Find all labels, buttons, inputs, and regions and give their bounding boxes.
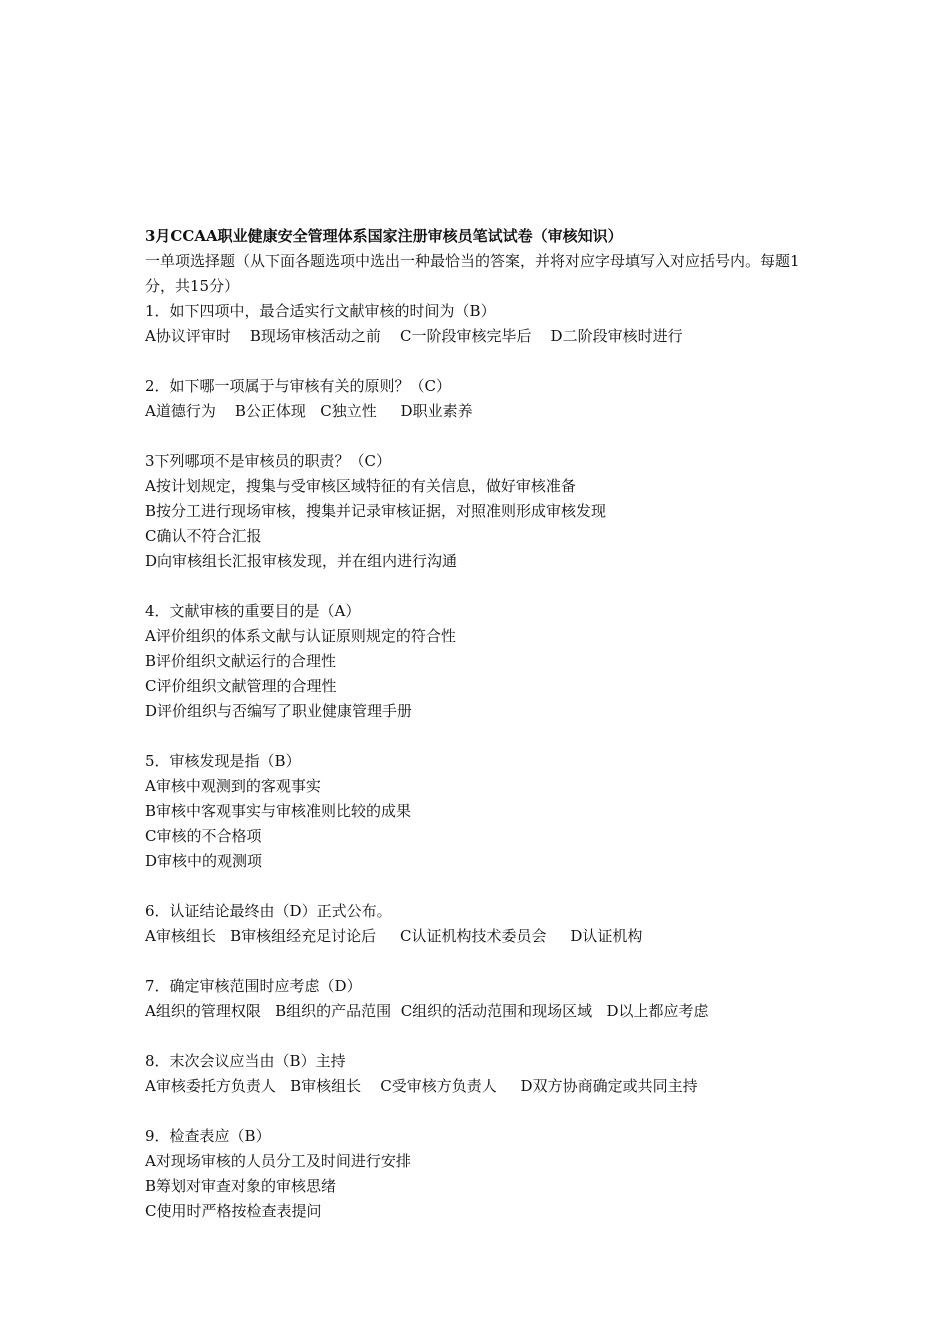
question-7 bbox=[145, 974, 810, 1024]
question-option: B筹划对审查对象的审核思绪 bbox=[145, 1177, 337, 1195]
question-8 bbox=[145, 1049, 810, 1099]
question-option: C评价组织文献管理的合理性 bbox=[145, 677, 337, 695]
document-title: 3月CCAA职业健康安全管理体系国家注册审核员笔试试卷（审核知识） bbox=[145, 227, 623, 245]
question-stem: 9．检查表应（B） bbox=[145, 1127, 271, 1145]
question-option: A对现场审核的人员分工及时间进行安排 bbox=[145, 1152, 411, 1170]
question-stem: 4．文献审核的重要目的是（A） bbox=[145, 602, 361, 620]
question-option: D审核中的观测项 bbox=[145, 852, 263, 870]
question-stem: 5．审核发现是指（B） bbox=[145, 752, 301, 770]
question-option: D评价组织与否编写了职业健康管理手册 bbox=[145, 702, 413, 720]
question-option: A审核中观测到的客观事实 bbox=[145, 777, 321, 795]
question-option: C审核的不合格项 bbox=[145, 827, 262, 845]
question-option: B按分工进行现场审核，搜集并记录审核证据，对照准则形成审核发现 bbox=[145, 502, 607, 520]
question-stem: 1．如下四项中，最合适实行文献审核的时间为（B） bbox=[145, 302, 496, 320]
question-option: A审核组长 B审核组经充足讨论后 C认证机构技术委员会 D认证机构 bbox=[145, 927, 643, 945]
question-stem: 2．如下哪一项属于与审核有关的原则？（C） bbox=[145, 377, 452, 395]
question-6 bbox=[145, 899, 810, 949]
question-option: A审核委托方负责人 B审核组长 C受审核方负责人 D双方协商确定或共同主持 bbox=[145, 1077, 698, 1095]
question-option: A评价组织的体系文献与认证原则规定的符合性 bbox=[145, 627, 456, 645]
question-option: C使用时严格按检查表提问 bbox=[145, 1202, 322, 1220]
question-option: A道德行为 B公正体现 C独立性 D职业素养 bbox=[145, 402, 473, 420]
question-option: D向审核组长汇报审核发现，并在组内进行沟通 bbox=[145, 552, 458, 570]
question-option: A协议评审时 B现场审核活动之前 C一阶段审核完毕后 D二阶段审核时进行 bbox=[145, 327, 683, 345]
document-body bbox=[145, 224, 810, 1224]
question-option: A按计划规定，搜集与受审核区域特征的有关信息，做好审核准备 bbox=[145, 477, 576, 495]
question-stem: 6．认证结论最终由（D）正式公布。 bbox=[145, 902, 392, 920]
question-option: C确认不符合汇报 bbox=[145, 527, 262, 545]
section-intro: 一单项选择题（从下面各题选项中选出一种最恰当的答案，并将对应字母填写入对应括号内。每题1分，共15分） bbox=[145, 252, 800, 295]
question-1 bbox=[145, 299, 810, 349]
question-stem: 3下列哪项不是审核员的职责？（C） bbox=[145, 452, 392, 470]
question-stem: 8．末次会议应当由（B）主持 bbox=[145, 1052, 346, 1070]
question-option: B审核中客观事实与审核准则比较的成果 bbox=[145, 802, 412, 820]
question-option: A组织的管理权限 B组织的产品范围 C组织的活动范围和现场区域 D以上都应考虑 bbox=[145, 1002, 709, 1020]
question-stem: 7．确定审核范围时应考虑（D） bbox=[145, 977, 362, 995]
question-9 bbox=[145, 1124, 810, 1224]
question-5 bbox=[145, 749, 810, 874]
question-4 bbox=[145, 599, 810, 724]
question-2 bbox=[145, 374, 810, 424]
question-option: B评价组织文献运行的合理性 bbox=[145, 652, 337, 670]
question-3 bbox=[145, 449, 810, 574]
